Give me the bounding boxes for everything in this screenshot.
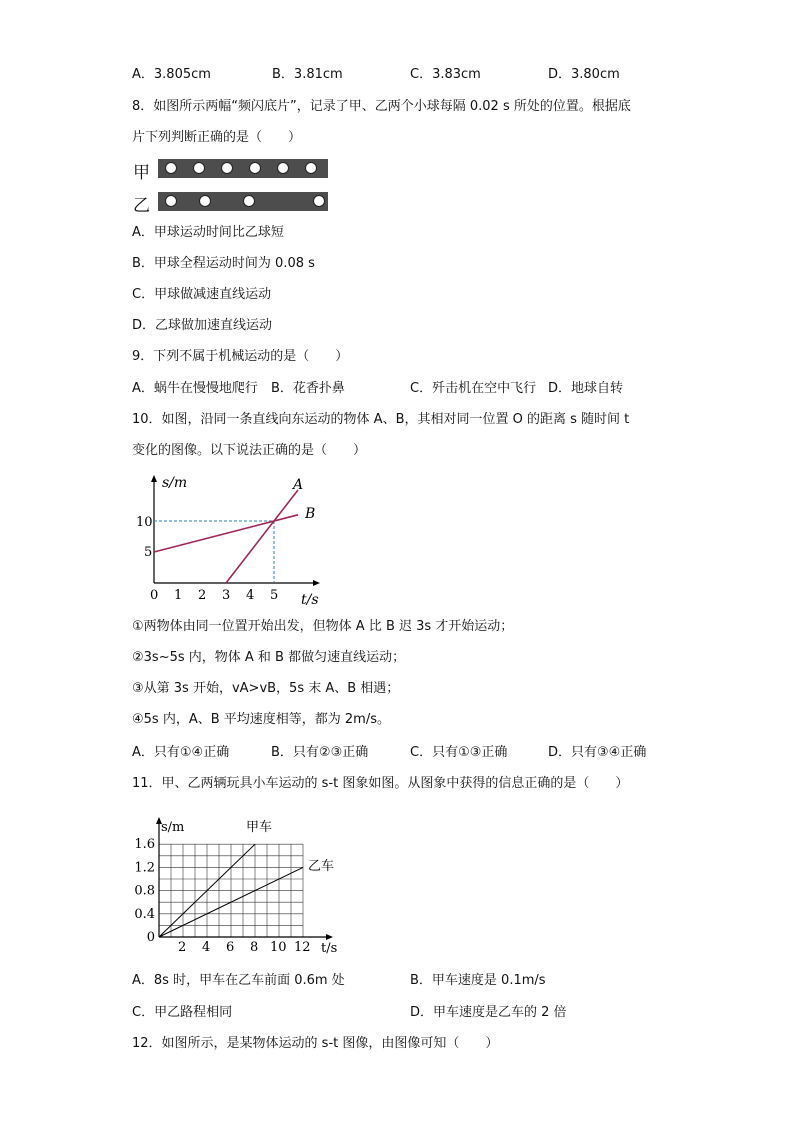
series-line-b — [154, 515, 298, 552]
q10-stem-line2: 变化的图像。以下说法正确的是（ ） — [132, 443, 367, 458]
y-tick-label: 0.8 — [134, 883, 155, 899]
x-tick-label: 0 — [150, 588, 159, 603]
x-tick-label: 2 — [178, 940, 187, 955]
ball-yi-4 — [313, 195, 325, 207]
y-tick-label: 0.4 — [134, 906, 155, 922]
x-tick-label: 2 — [198, 588, 207, 603]
q10-option-c: C．只有①③正确 — [410, 745, 508, 760]
q11-option-d: D．甲车速度是乙车的 2 倍 — [410, 1005, 567, 1020]
q8-option-d: D．乙球做加速直线运动 — [132, 318, 273, 333]
q10-option-b: B．只有②③正确 — [271, 745, 369, 760]
film-strip-yi — [158, 192, 328, 211]
ball-jia-2 — [193, 162, 205, 174]
q12-stem: 12．如图所示，是某物体运动的 s-t 图像，由图像可知（ ） — [132, 1036, 499, 1051]
film-label-jia: 甲 — [133, 163, 150, 183]
x-axis-label: t/s — [301, 592, 319, 608]
q10-statement-2: ②3s~5s 内，物体 A 和 B 都做匀速直线运动； — [132, 650, 406, 665]
q11-stem: 11．甲、乙两辆玩具小车运动的 s-t 图象如图。从图象中获得的信息正确的是（ ） — [132, 776, 629, 791]
x-axis-arrow — [326, 934, 333, 940]
q10-option-d: D．只有③④正确 — [548, 745, 647, 760]
y-axis-label: s/m — [161, 820, 185, 835]
ball-yi-1 — [165, 195, 177, 207]
series-line-a — [226, 490, 298, 583]
q7-option-a: A．3.805cm — [132, 67, 211, 82]
y-tick-label: 5 — [144, 545, 153, 560]
film-label-yi: 乙 — [133, 196, 150, 216]
x-tick-label: 1 — [174, 588, 183, 603]
x-axis-arrow — [313, 580, 320, 586]
y-tick-label: 1.2 — [134, 860, 155, 876]
q8-option-b: B．甲球全程运动时间为 0.08 s — [132, 256, 315, 271]
ball-jia-1 — [165, 162, 177, 174]
q10-st-graph — [138, 470, 328, 610]
q9-option-a: A．蜗牛在慢慢地爬行 — [132, 381, 258, 396]
x-tick-label: 4 — [202, 940, 211, 955]
q9-stem: 9．下列不属于机械运动的是（ ） — [132, 349, 349, 364]
x-tick-label: 5 — [270, 588, 279, 603]
q9-option-c: C．歼击机在空中飞行 — [410, 381, 537, 396]
y-tick-label: 1.6 — [134, 837, 155, 853]
q7-option-b: B．3.81cm — [272, 67, 343, 82]
y-tick-label: 0 — [146, 930, 155, 945]
film-strip-jia — [158, 159, 328, 178]
x-tick-label: 4 — [246, 588, 255, 603]
q11-option-b: B．甲车速度是 0.1m/s — [410, 973, 546, 988]
ball-jia-6 — [305, 162, 317, 174]
q9-option-d: D．地球自转 — [548, 381, 624, 396]
q10-statement-3: ③从第 3s 开始，vA>vB，5s 末 A、B 相遇； — [132, 681, 400, 696]
x-tick-label: 3 — [222, 588, 231, 603]
series-label-jia: 甲车 — [246, 820, 273, 835]
q8-option-c: C．甲球做减速直线运动 — [132, 287, 272, 302]
series-label-a: A — [293, 477, 304, 493]
q10-stem-line1: 10．如图，沿同一条直线向东运动的物体 A、B，其相对同一位置 O 的距离 s 随时间 t — [132, 412, 630, 427]
y-tick-label: 10 — [136, 515, 153, 530]
q9-option-b: B．花香扑鼻 — [271, 381, 345, 396]
series-label-yi: 乙车 — [308, 859, 335, 874]
q10-statement-1: ①两物体由同一位置开始出发，但物体 A 比 B 迟 3s 才开始运动； — [132, 619, 514, 634]
q7-option-c: C．3.83cm — [410, 67, 481, 82]
q10-option-a: A．只有①④正确 — [132, 745, 230, 760]
y-axis-label: s/m — [162, 475, 188, 491]
x-tick-label: 12 — [294, 940, 311, 955]
q11-option-c: C．甲乙路程相同 — [132, 1005, 233, 1020]
series-label-b: B — [305, 506, 316, 522]
x-tick-label: 8 — [250, 940, 259, 955]
x-tick-label: 10 — [270, 940, 287, 955]
y-axis-arrow — [151, 475, 157, 482]
x-tick-label: 6 — [226, 940, 235, 955]
ball-yi-2 — [199, 195, 211, 207]
q8-stem-line1: 8．如图所示两幅“频闪底片”，记录了甲、乙两个小球每隔 0.02 s 所处的位置。根据底 — [132, 99, 631, 114]
ball-jia-3 — [221, 162, 233, 174]
q8-stem-line2: 片下列判断正确的是（ ） — [132, 130, 302, 145]
ball-yi-3 — [243, 195, 255, 207]
q11-option-a: A．8s 时，甲车在乙车前面 0.6m 处 — [132, 973, 345, 988]
ball-jia-5 — [277, 162, 289, 174]
x-axis-label: t/s — [321, 941, 338, 956]
q8-option-a: A．甲球运动时间比乙球短 — [132, 225, 284, 240]
ball-jia-4 — [249, 162, 261, 174]
q7-option-d: D．3.80cm — [548, 67, 620, 82]
q11-st-graph — [128, 812, 343, 960]
q10-statement-4: ④5s 内，A、B 平均速度相等，都为 2m/s。 — [132, 712, 390, 727]
